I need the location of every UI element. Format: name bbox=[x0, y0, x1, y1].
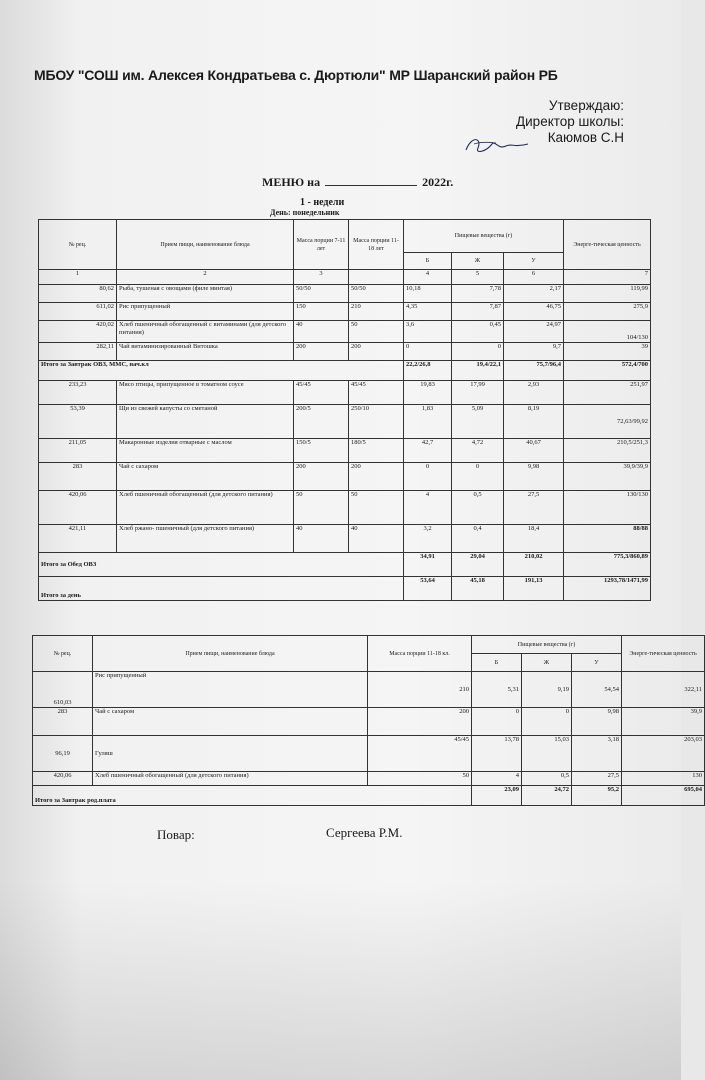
cell-energy: 119,99 bbox=[564, 285, 651, 303]
paper-shadow bbox=[0, 880, 681, 1080]
cell-b: 13,78 bbox=[472, 736, 522, 772]
cell-energy: 251,97 bbox=[564, 381, 651, 405]
cell-mass: 200 bbox=[349, 463, 404, 491]
cell-energy: 88/88 bbox=[564, 525, 651, 553]
cell-u: 27,5 bbox=[572, 772, 622, 786]
table-row bbox=[39, 343, 651, 361]
cell-mass: 200 bbox=[368, 708, 472, 736]
cell-dish: Хлеб пшеничный обогащенный (для детского питания) bbox=[93, 772, 368, 786]
cell-rec: 80,62 bbox=[39, 285, 117, 303]
total-u: 210,02 bbox=[504, 553, 564, 577]
cell-dish: Чай с сахаром bbox=[117, 463, 294, 491]
cell-mass: 45/45 bbox=[294, 381, 349, 405]
cell-rec: 283 bbox=[39, 463, 117, 491]
day-label: День: понедельник bbox=[270, 208, 340, 217]
cell-rec: 211,05 bbox=[39, 439, 117, 463]
cell-b: 42,7 bbox=[404, 439, 452, 463]
cell-zh: 0,5 bbox=[452, 491, 504, 525]
cell-dish: Мясо птицы, припущенное в томатном соусе bbox=[117, 381, 294, 405]
cell-rec: 96,19 bbox=[33, 736, 93, 772]
cell-b: 0 bbox=[404, 343, 452, 361]
header-mass: Масса порции 11-18 кл. bbox=[368, 636, 472, 672]
cell-zh: 17,99 bbox=[452, 381, 504, 405]
cell-dish: Щи из свежей капусты со сметаной bbox=[117, 405, 294, 439]
cell-mass: 200 bbox=[294, 463, 349, 491]
cell-zh: 7,78 bbox=[452, 285, 504, 303]
cell-zh: 5,09 bbox=[452, 405, 504, 439]
col-number: 3 bbox=[294, 270, 349, 285]
cell-u: 9,98 bbox=[572, 708, 622, 736]
cell-u: 2,93 bbox=[504, 381, 564, 405]
day-total-row bbox=[39, 577, 651, 601]
cell-energy: 72,63/99,92 bbox=[564, 405, 651, 439]
lunch-total-label: Итого за Обед ОВЗ bbox=[39, 553, 404, 577]
cell-energy: 275,9 bbox=[564, 303, 651, 321]
cell-mass: 50/50 bbox=[294, 285, 349, 303]
paid-breakfast-total-row bbox=[33, 786, 705, 806]
cell-dish: Хлеб ржано- пшеничный (для детского питания) bbox=[117, 525, 294, 553]
cell-dish: Рис припущенный bbox=[117, 303, 294, 321]
cell-zh: 0,45 bbox=[452, 321, 504, 343]
menu-suffix: 2022г. bbox=[422, 175, 454, 189]
col-number: 5 bbox=[452, 270, 504, 285]
cell-u: 9,98 bbox=[504, 463, 564, 491]
date-blank bbox=[325, 185, 417, 186]
table-row bbox=[39, 463, 651, 491]
cell-mass: 45/45 bbox=[349, 381, 404, 405]
cell-u: 8,19 bbox=[504, 405, 564, 439]
cell-u: 18,4 bbox=[504, 525, 564, 553]
col-number: 1 bbox=[39, 270, 117, 285]
cell-u: 3,18 bbox=[572, 736, 622, 772]
cell-b: 3,6 bbox=[404, 321, 452, 343]
menu-table-paid bbox=[32, 635, 705, 806]
header-b: Б bbox=[404, 253, 452, 270]
table-row bbox=[39, 381, 651, 405]
cell-b: 10,18 bbox=[404, 285, 452, 303]
total-energy: 775,3/860,89 bbox=[564, 553, 651, 577]
cell-u: 24,97 bbox=[504, 321, 564, 343]
breakfast-total-label: Итого за Завтрак ОВЗ, ММС, нач.кл bbox=[39, 361, 404, 381]
cell-mass: 50 bbox=[349, 491, 404, 525]
cell-b: 0 bbox=[472, 708, 522, 736]
cell-zh: 9,19 bbox=[522, 672, 572, 708]
cell-energy: 322,11 bbox=[622, 672, 705, 708]
table-row bbox=[39, 439, 651, 463]
header-mass-11-18: Масса порции 11-18 лет bbox=[349, 220, 404, 270]
cell-dish: Чай с сахаром bbox=[93, 708, 368, 736]
table-row bbox=[33, 672, 705, 708]
header-rec: № рец. bbox=[33, 636, 93, 672]
table-row bbox=[39, 303, 651, 321]
table-row bbox=[39, 525, 651, 553]
cell-mass: 180/5 bbox=[349, 439, 404, 463]
total-b: 22,2/26,8 bbox=[404, 361, 452, 381]
cell-dish: Хлеб пшеничный обогащенный с витаминами (для детского питания) bbox=[117, 321, 294, 343]
cell-u: 9,7 bbox=[504, 343, 564, 361]
cell-mass: 210 bbox=[349, 303, 404, 321]
cell-rec: 233,23 bbox=[39, 381, 117, 405]
paid-total-label: Итого за Завтрак род.плата bbox=[33, 786, 472, 806]
total-zh: 19,4/22,1 bbox=[452, 361, 504, 381]
total-u: 95,2 bbox=[572, 786, 622, 806]
cell-mass: 50/50 bbox=[349, 285, 404, 303]
director-label: Директор школы: bbox=[516, 114, 624, 129]
cell-b: 0 bbox=[404, 463, 452, 491]
cell-dish: Рыба, тушеная с овощами (филе минтая) bbox=[117, 285, 294, 303]
cell-mass: 50 bbox=[349, 321, 404, 343]
cell-b: 4 bbox=[472, 772, 522, 786]
cell-b: 5,31 bbox=[472, 672, 522, 708]
cell-mass: 40 bbox=[349, 525, 404, 553]
cell-energy: 39,9/39,9 bbox=[564, 463, 651, 491]
total-zh: 29,04 bbox=[452, 553, 504, 577]
cell-zh: 4,72 bbox=[452, 439, 504, 463]
cell-zh: 15,03 bbox=[522, 736, 572, 772]
cell-mass: 45/45 bbox=[368, 736, 472, 772]
total-b: 23,09 bbox=[472, 786, 522, 806]
director-signature bbox=[462, 130, 532, 160]
total-zh: 24,72 bbox=[522, 786, 572, 806]
cell-mass: 50 bbox=[368, 772, 472, 786]
cook-label: Повар: bbox=[157, 827, 195, 842]
total-b: 53,64 bbox=[404, 577, 452, 601]
table-row bbox=[39, 491, 651, 525]
table-row bbox=[33, 708, 705, 736]
col-number: 7 bbox=[564, 270, 651, 285]
cell-mass: 40 bbox=[294, 525, 349, 553]
cell-energy: 39 bbox=[564, 343, 651, 361]
cell-zh: 0 bbox=[452, 463, 504, 491]
cell-dish: Рис припущенный bbox=[93, 672, 368, 708]
cell-dish: Макаронные изделия отварные с маслом bbox=[117, 439, 294, 463]
col-number: 4 bbox=[404, 270, 452, 285]
header-energy: Энерге-тическая ценность bbox=[622, 636, 705, 672]
cell-mass: 200 bbox=[294, 343, 349, 361]
cell-rec: 283 bbox=[33, 708, 93, 736]
header-u: У bbox=[504, 253, 564, 270]
cell-energy: 130 bbox=[622, 772, 705, 786]
cell-u: 27,5 bbox=[504, 491, 564, 525]
total-u: 75,7/96,4 bbox=[504, 361, 564, 381]
table-row bbox=[39, 285, 651, 303]
header-zh: Ж bbox=[522, 654, 572, 672]
table-row bbox=[39, 405, 651, 439]
cell-u: 2,17 bbox=[504, 285, 564, 303]
cell-zh: 0,5 bbox=[522, 772, 572, 786]
cell-u: 54,54 bbox=[572, 672, 622, 708]
cell-u: 40,67 bbox=[504, 439, 564, 463]
header-meal: Прием пищи, наименование блюда bbox=[117, 220, 294, 270]
cell-energy: 203,03 bbox=[622, 736, 705, 772]
col-number: 2 bbox=[117, 270, 294, 285]
cell-energy: 210,5/251,3 bbox=[564, 439, 651, 463]
cell-energy: 130/130 bbox=[564, 491, 651, 525]
table-row bbox=[33, 772, 705, 786]
cell-rec: 53,39 bbox=[39, 405, 117, 439]
cell-rec: 611,02 bbox=[39, 303, 117, 321]
col-number: 6 bbox=[504, 270, 564, 285]
header-energy: Энерге-тическая ценность bbox=[564, 220, 651, 270]
cell-mass: 250/10 bbox=[349, 405, 404, 439]
header-meal: Прием пищи, наименование блюда bbox=[93, 636, 368, 672]
school-name: МБОУ "СОШ им. Алексея Кондратьева с. Дюртюли" МР Шаранский район РБ bbox=[34, 67, 558, 83]
header-u: У bbox=[572, 654, 622, 672]
header-b: Б bbox=[472, 654, 522, 672]
cell-rec: 610,03 bbox=[33, 672, 93, 708]
cell-rec: 420,06 bbox=[39, 491, 117, 525]
cell-zh: 7,87 bbox=[452, 303, 504, 321]
total-energy: 695,04 bbox=[622, 786, 705, 806]
cell-zh: 0 bbox=[452, 343, 504, 361]
cell-zh: 0,4 bbox=[452, 525, 504, 553]
cell-mass: 150 bbox=[294, 303, 349, 321]
header-nutrients: Пищевые вещества (г) bbox=[404, 220, 564, 253]
col-number bbox=[349, 270, 404, 285]
cell-mass: 150/5 bbox=[294, 439, 349, 463]
total-b: 34,91 bbox=[404, 553, 452, 577]
cell-b: 1,83 bbox=[404, 405, 452, 439]
cell-b: 4 bbox=[404, 491, 452, 525]
director-name: Каюмов С.Н bbox=[547, 130, 624, 145]
approve-label: Утверждаю: bbox=[548, 98, 624, 113]
cell-b: 3,2 bbox=[404, 525, 452, 553]
total-energy: 1293,78/1471,99 bbox=[564, 577, 651, 601]
breakfast-total-row bbox=[39, 361, 651, 381]
cell-energy: 104/130 bbox=[564, 321, 651, 343]
cell-dish: Чай витаминизированный Витошка bbox=[117, 343, 294, 361]
cell-zh: 0 bbox=[522, 708, 572, 736]
cell-mass: 50 bbox=[294, 491, 349, 525]
cell-mass: 200 bbox=[349, 343, 404, 361]
header-zh: Ж bbox=[452, 253, 504, 270]
header-nutrients: Пищевые вещества (г) bbox=[472, 636, 622, 654]
cell-rec: 420,06 bbox=[33, 772, 93, 786]
table-row bbox=[33, 736, 705, 772]
cell-rec: 421,11 bbox=[39, 525, 117, 553]
cell-b: 4,35 bbox=[404, 303, 452, 321]
lunch-total-row bbox=[39, 553, 651, 577]
total-zh: 45,18 bbox=[452, 577, 504, 601]
cell-rec: 282,11 bbox=[39, 343, 117, 361]
menu-title bbox=[262, 175, 453, 190]
week-label: 1 - недели bbox=[300, 197, 345, 208]
cell-u: 46,75 bbox=[504, 303, 564, 321]
cook-name: Сергеева Р.М. bbox=[326, 825, 403, 840]
menu-table-ovz bbox=[38, 219, 651, 601]
menu-prefix: МЕНЮ на bbox=[262, 175, 321, 189]
approval-block bbox=[516, 98, 624, 146]
cell-energy: 39,9 bbox=[622, 708, 705, 736]
column-numbers-row bbox=[39, 270, 651, 285]
cell-mass: 210 bbox=[368, 672, 472, 708]
header-rec: № рец. bbox=[39, 220, 117, 270]
total-u: 191,13 bbox=[504, 577, 564, 601]
cell-dish: Гуляш bbox=[93, 736, 368, 772]
cell-dish: Хлеб пшеничный обогащенный (для детского питания) bbox=[117, 491, 294, 525]
total-energy: 572,4/700 bbox=[564, 361, 651, 381]
cell-rec: 420,02 bbox=[39, 321, 117, 343]
cell-mass: 200/5 bbox=[294, 405, 349, 439]
header-mass-7-11: Масса порции 7-11 лет bbox=[294, 220, 349, 270]
cell-mass: 40 bbox=[294, 321, 349, 343]
cell-b: 19,83 bbox=[404, 381, 452, 405]
day-total-label: Итого за день bbox=[39, 577, 404, 601]
table-row bbox=[39, 321, 651, 343]
